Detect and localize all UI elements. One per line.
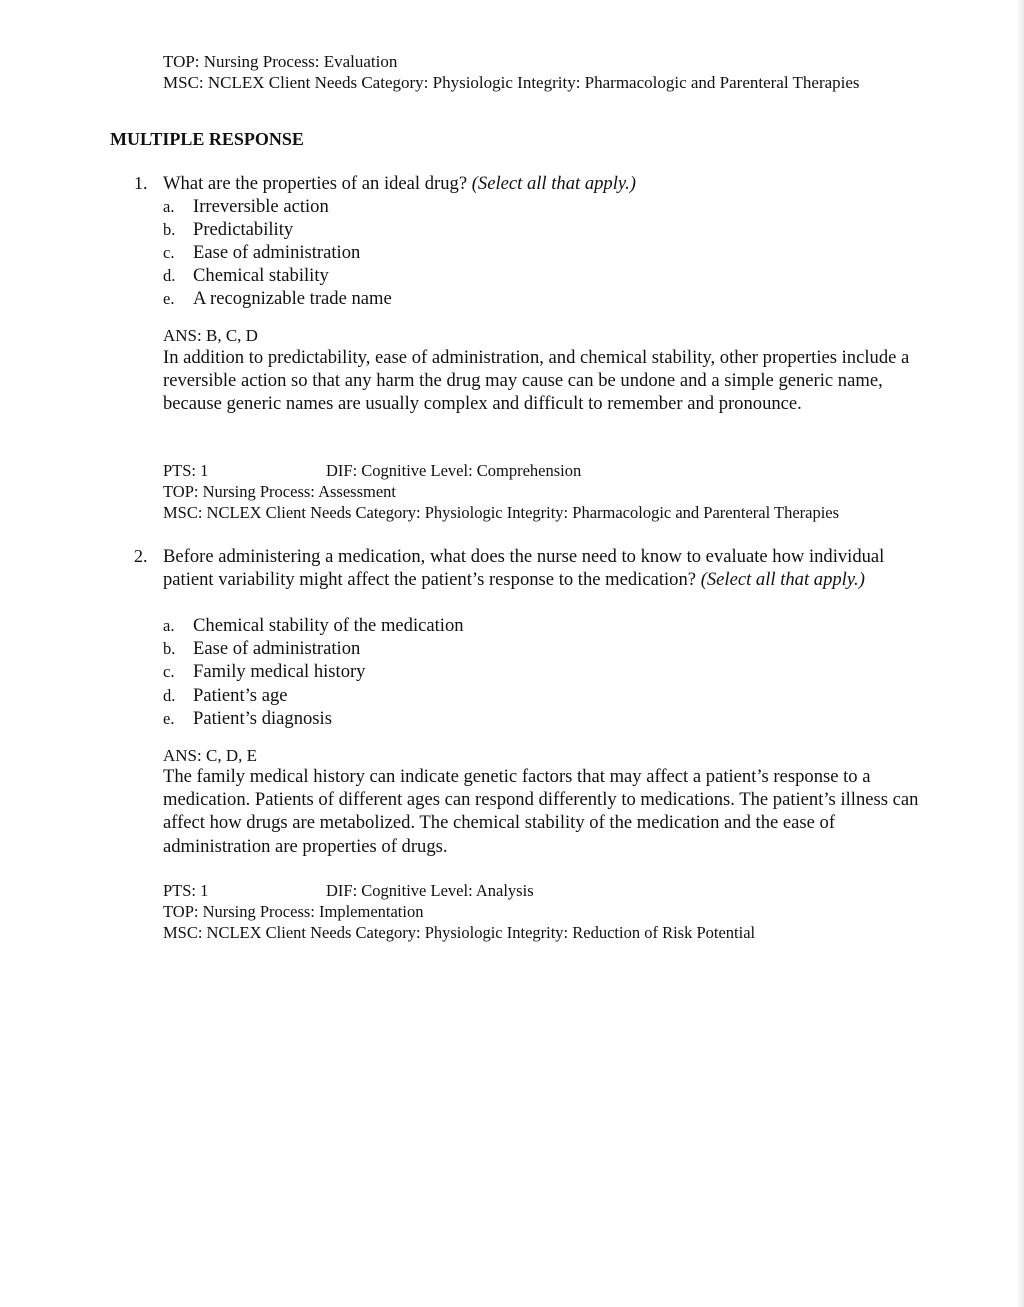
- question-1-number: 1.: [134, 173, 148, 193]
- question-1-text: [163, 172, 923, 195]
- question-2-dif: DIF: Cognitive Level: Analysis: [326, 881, 534, 900]
- option-text: Chemical stability of the medication: [193, 615, 464, 636]
- option-letter: d.: [163, 686, 176, 705]
- question-1-option-d: [163, 264, 329, 287]
- question-2-instruction: (Select all that apply.): [700, 569, 865, 591]
- question-2-option-d: [163, 684, 288, 707]
- question-1-option-e: [163, 287, 392, 310]
- prev-msc-line: MSC: NCLEX Client Needs Category: Physiologic Integrity: Pharmacologic and Parenteral Therapies: [163, 73, 860, 92]
- question-2-stem: Before administering a medication, what does the nurse need to know to evaluate how individual patient variability might affect the patient’s response to the medication?: [163, 546, 885, 591]
- question-2-option-b: [163, 637, 360, 660]
- option-letter: c.: [163, 662, 175, 681]
- option-text: Ease of administration: [193, 242, 361, 263]
- option-letter: b.: [163, 639, 176, 658]
- option-text: Patient’s diagnosis: [193, 708, 332, 729]
- question-1-option-a: [163, 195, 329, 218]
- option-letter: a.: [163, 197, 175, 216]
- option-letter: e.: [163, 289, 175, 308]
- question-2-pts-dif: [163, 880, 534, 901]
- question-2-option-a: [163, 614, 464, 637]
- question-2-rationale: The family medical history can indicate genetic factors that may affect a patient’s response to a medication. Patients of different ages can respond differently to medications. The patient’s illness can affect how drugs are metabolized. The chemical stability of the medication and the ease of administration are properties of drugs.: [163, 766, 919, 857]
- question-1-rationale: In addition to predictability, ease of administration, and chemical stability, other properties include a reversible action so that any harm the drug may cause can be undone and a simple generic name, because generic names are usually complex and difficult to remember and pronounce.: [163, 347, 910, 415]
- question-1-instruction: (Select all that apply.): [471, 173, 636, 194]
- question-2-pts: PTS: 1: [163, 881, 209, 900]
- question-1-answer: ANS: B, C, D: [163, 326, 258, 345]
- question-1-option-c: [163, 241, 360, 264]
- option-letter: a.: [163, 616, 175, 635]
- option-text: Predictability: [193, 219, 294, 240]
- question-1-stem: What are the properties of an ideal drug?: [163, 173, 472, 194]
- option-text: Family medical history: [193, 661, 366, 682]
- section-heading: MULTIPLE RESPONSE: [110, 129, 304, 149]
- question-2-option-c: [163, 660, 365, 683]
- option-letter: e.: [163, 709, 175, 728]
- question-2-number: 2.: [134, 546, 148, 566]
- question-1-pts: PTS: 1: [163, 461, 209, 480]
- option-letter: b.: [163, 220, 176, 239]
- option-text: A recognizable trade name: [193, 288, 392, 309]
- option-letter: c.: [163, 243, 175, 262]
- question-1-msc: MSC: NCLEX Client Needs Category: Physiologic Integrity: Pharmacologic and Parenteral Therapies: [163, 503, 840, 522]
- prev-top-line: TOP: Nursing Process: Evaluation: [163, 52, 398, 71]
- question-1-option-b: [163, 218, 293, 241]
- option-text: Chemical stability: [193, 265, 329, 286]
- option-text: Ease of administration: [193, 638, 361, 659]
- page-edge-shadow: [1016, 0, 1024, 1307]
- question-2-text: [163, 545, 923, 591]
- question-2-answer: ANS: C, D, E: [163, 746, 257, 765]
- question-1-dif: DIF: Cognitive Level: Comprehension: [326, 461, 582, 480]
- question-1-top: TOP: Nursing Process: Assessment: [163, 482, 396, 501]
- question-1-pts-dif: [163, 460, 581, 481]
- question-2-option-e: [163, 707, 332, 730]
- question-2-msc: MSC: NCLEX Client Needs Category: Physiologic Integrity: Reduction of Risk Potential: [163, 923, 756, 942]
- option-text: Irreversible action: [193, 196, 329, 217]
- option-letter: d.: [163, 266, 176, 285]
- question-2-top: TOP: Nursing Process: Implementation: [163, 902, 424, 921]
- option-text: Patient’s age: [193, 685, 288, 706]
